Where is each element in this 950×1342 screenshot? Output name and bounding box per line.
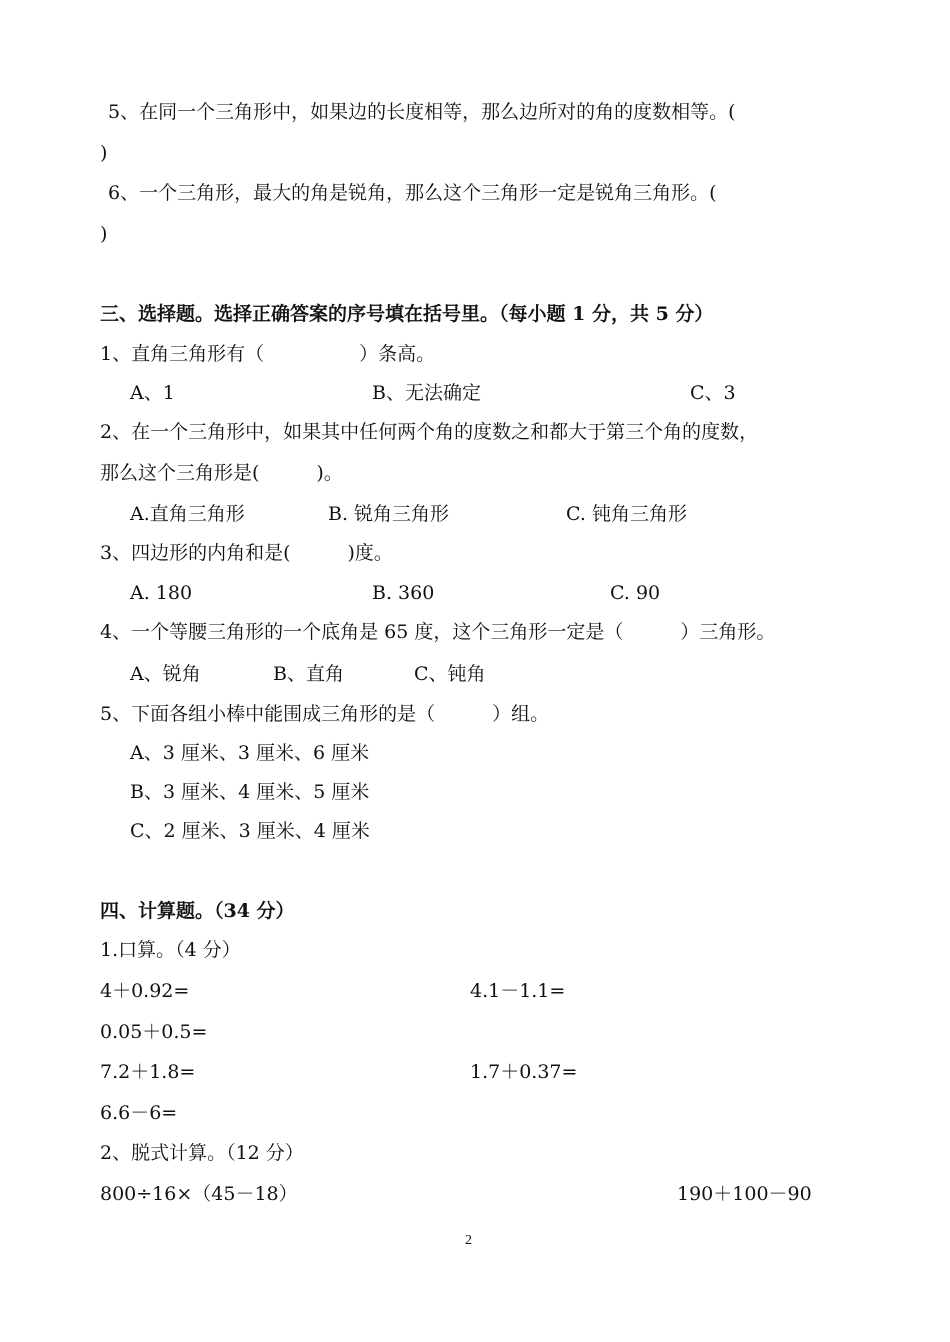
choice-q5-option-c: C、2 厘米、3 厘米、4 厘米 bbox=[130, 820, 370, 842]
choice-question-2: 2、在一个三角形中，如果其中任何两个角的度数之和都大于第三个角的度数， bbox=[100, 421, 759, 443]
choice-q1-option-c: C、3 bbox=[690, 382, 736, 404]
choice-q2-option-b: B. 锐角三角形 bbox=[328, 503, 450, 525]
oral-problem-5: 1.7＋0.37= bbox=[470, 1061, 578, 1083]
choice-question-2-cont: 那么这个三角形是( )。 bbox=[100, 462, 343, 484]
page-number: 2 bbox=[465, 1233, 472, 1248]
tf-question-6-close: ) bbox=[100, 223, 108, 245]
oral-problem-2: 4.1－1.1= bbox=[470, 980, 566, 1002]
section-choice-heading: 三、选择题。选择正确答案的序号填在括号里。（每小题 1 分，共 5 分） bbox=[100, 303, 714, 325]
choice-q4-option-a: A、锐角 bbox=[130, 663, 201, 685]
choice-q4-option-c: C、钝角 bbox=[414, 663, 486, 685]
choice-q5-option-b: B、3 厘米、4 厘米、5 厘米 bbox=[130, 781, 370, 803]
choice-question-3: 3、四边形的内角和是( )度。 bbox=[100, 542, 393, 564]
oral-problem-1: 4＋0.92= bbox=[100, 980, 190, 1002]
step-problem-1: 800÷16×（45－18） bbox=[100, 1183, 298, 1205]
choice-q3-option-b: B. 360 bbox=[372, 582, 435, 604]
oral-problem-3: 0.05＋0.5= bbox=[100, 1021, 208, 1043]
choice-q3-option-c: C. 90 bbox=[610, 582, 661, 604]
oral-calc-heading: 1.口算。（4 分） bbox=[100, 939, 241, 961]
choice-question-4: 4、一个等腰三角形的一个底角是 65 度，这个三角形一定是（ ）三角形。 bbox=[100, 621, 776, 643]
choice-q2-option-c: C. 钝角三角形 bbox=[566, 503, 687, 525]
oral-problem-4: 7.2＋1.8= bbox=[100, 1061, 196, 1083]
choice-q3-option-a: A. 180 bbox=[130, 582, 193, 604]
tf-question-5: 5、在同一个三角形中，如果边的长度相等，那么边所对的角的度数相等。( bbox=[108, 101, 736, 123]
choice-q5-option-a: A、3 厘米、3 厘米、6 厘米 bbox=[130, 742, 370, 764]
choice-question-1: 1、直角三角形有（ ）条高。 bbox=[100, 343, 436, 365]
tf-question-5-close: ) bbox=[100, 142, 108, 164]
step-calc-heading: 2、脱式计算。（12 分） bbox=[100, 1142, 304, 1164]
choice-q1-option-a: A、1 bbox=[130, 382, 175, 404]
choice-q4-option-b: B、直角 bbox=[273, 663, 344, 685]
choice-q2-option-a: A.直角三角形 bbox=[130, 503, 245, 525]
section-calc-heading: 四、计算题。（34 分） bbox=[100, 900, 295, 922]
tf-question-6: 6、一个三角形，最大的角是锐角，那么这个三角形一定是锐角三角形。( bbox=[108, 182, 717, 204]
choice-q1-option-b: B、无法确定 bbox=[372, 382, 481, 404]
choice-question-5: 5、下面各组小棒中能围成三角形的是（ ）组。 bbox=[100, 703, 550, 725]
oral-problem-6: 6.6－6= bbox=[100, 1102, 178, 1124]
step-problem-2: 190＋100－90 bbox=[677, 1183, 812, 1205]
